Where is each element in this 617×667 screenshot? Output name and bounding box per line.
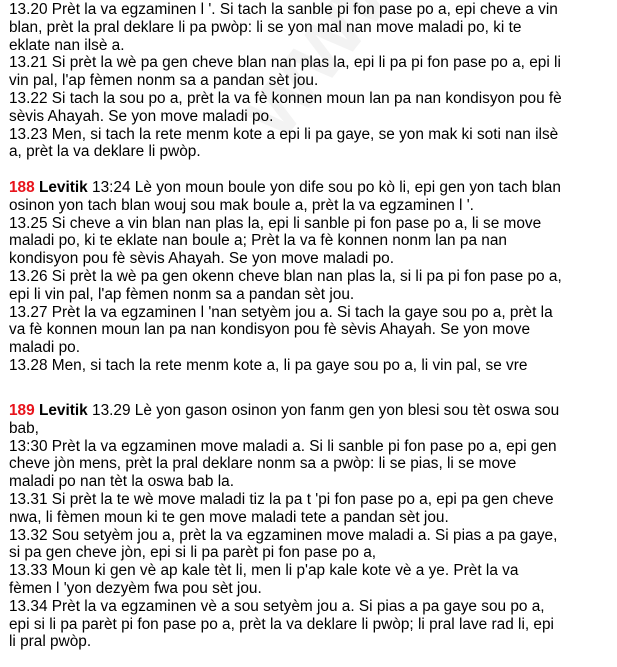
text-line-content: 13:30 Prèt la va egzaminen move maladi a. Si li sanble pi fon pase po a, epi gen xyxy=(9,437,557,455)
text-line xyxy=(9,268,609,286)
text-line xyxy=(9,491,609,509)
text-line xyxy=(9,54,609,72)
text-line xyxy=(9,420,609,438)
text-line xyxy=(9,143,609,161)
text-line xyxy=(9,108,609,126)
text-line xyxy=(9,126,609,144)
text-line xyxy=(9,598,609,616)
text-line-content: sèvis Ahayah. Se yon move maladi po. xyxy=(9,107,274,125)
text-line-content: osinon yon tach blan wouj sou mak boule a, prèt la va egzaminen l '. xyxy=(9,196,474,214)
text-line xyxy=(9,527,609,545)
text-line-content: 13.23 Men, si tach la rete menm kote a epi li pa gaye, se yon mak ki soti nan ilsè xyxy=(9,125,559,143)
text-line-content: 13.27 Prèt la va egzaminen l 'nan setyèm jou a. Si tach la gaye sou po a, prèt la xyxy=(9,303,553,321)
text-line-content: 13.22 Si tach la sou po a, prèt la va fè konnen moun lan pa nan kondisyon pou fè xyxy=(9,89,562,107)
text-line-content: 13.25 Si cheve a vin blan nan plas la, epi li sanble pi fon pase po a, li se move xyxy=(9,214,542,232)
book-name: Levitik xyxy=(38,402,88,419)
text-line-content: maladi po nan tèt la oswa bab la. xyxy=(9,473,235,491)
text-line xyxy=(9,562,609,580)
text-line xyxy=(9,1,609,19)
text-line xyxy=(9,215,609,233)
text-line xyxy=(9,19,609,37)
text-line xyxy=(9,402,609,420)
book-name: Levitik xyxy=(38,179,88,196)
text-line-content: maladi po, ki te eklate nan boule a; Prèt la va fè konnen nonm lan pa nan xyxy=(9,232,507,250)
text-line-content: epi si li pa parèt pi fon pase po a, prèt la va deklare li pwòp; li pral lave rad li, epi xyxy=(9,615,554,633)
text-line xyxy=(9,438,609,456)
text-line-content: epi li vin pal, l'ap fèmen nonm sa a pandan sèt jou. xyxy=(9,285,355,303)
text-line xyxy=(9,339,609,357)
text-line xyxy=(9,509,609,527)
verse-reference-number: 188 xyxy=(9,179,35,196)
text-line xyxy=(9,37,609,55)
text-block-189 xyxy=(9,402,609,651)
text-line-content: fèmen l 'yon dezyèm fwa pou sèt jou. xyxy=(9,579,262,597)
text-line xyxy=(9,72,609,90)
text-line-content: 13.33 Moun ki gen vè ap kale tèt li, men li p'ap kale kote vè a ye. Prèt la va xyxy=(9,562,519,580)
text-line xyxy=(9,286,609,304)
text-line-content: 13:24 Lè yon moun boule yon dife sou po kò li, epi gen yon tach blan xyxy=(87,179,561,196)
text-line-content: 13.21 Si prèt la wè pa gen cheve blan nan plas la, epi li pa pi fon pase po a, epi li xyxy=(9,54,561,72)
text-line-content: va fè konnen moun lan pa nan kondisyon pou fè sèvis Ahayah. Se yon move xyxy=(9,321,531,339)
text-line xyxy=(9,633,609,651)
text-line-content: 13.28 Men, si tach la rete menm kote a, li pa gaye sou po a, li vin pal, se vre xyxy=(9,356,528,374)
text-line-content: blan, prèt la pral deklare li pa pwòp: li se yon mal nan move maladi po, ki te xyxy=(9,18,522,36)
verse-reference-number: 189 xyxy=(9,402,35,419)
text-line xyxy=(9,197,609,215)
text-line xyxy=(9,250,609,268)
text-line-content: 13.32 Sou setyèm jou a, prèt la va egzaminen move maladi a. Si pias a pa gaye, xyxy=(9,526,558,544)
text-line-content: kondisyon pou fè sèvis Ahayah. Se yon move maladi po. xyxy=(9,250,394,268)
text-line-content: eklate nan ilsè a. xyxy=(9,36,125,54)
text-line-content: bab, xyxy=(9,419,39,437)
text-line-content: vin pal, l'ap fèmen nonm sa a pandan sèt jou. xyxy=(9,72,319,90)
text-line xyxy=(9,304,609,322)
text-line xyxy=(9,179,609,197)
text-line-content: 13.20 Prèt la va egzaminen l '. Si tach la sanble pi fon pase po a, epi cheve a vin xyxy=(9,1,558,18)
text-line xyxy=(9,232,609,250)
text-line-content: 13.29 Lè yon gason osinon yon fanm gen yon blesi sou tèt oswa sou xyxy=(87,402,560,419)
text-block-188 xyxy=(9,179,609,375)
text-line-content: 13.26 Si prèt la wè pa gen okenn cheve blan nan plas la, si li pa pi fon pase po a, xyxy=(9,267,562,285)
text-line-content: 13.31 Si prèt la te wè move maladi tiz la pa t 'pi fon pase po a, epi pa gen cheve xyxy=(9,490,554,508)
text-line xyxy=(9,321,609,339)
text-line-content: nwa, li fèmen moun ki te gen move maladi tete a pandan sèt jou. xyxy=(9,508,449,526)
text-block-13-20 xyxy=(9,1,609,161)
text-line-content: a, prèt la va deklare li pwòp. xyxy=(9,143,201,161)
text-line xyxy=(9,616,609,634)
text-line xyxy=(9,580,609,598)
text-line-content: si pa gen cheve jòn, epi si li pa parèt pi fon pase po a, xyxy=(9,544,377,562)
text-line-content: cheve jòn mens, prèt la pral deklare nonm sa a pwòp: li se pias, li se move xyxy=(9,455,517,473)
text-line-content: 13.34 Prèt la va egzaminen vè a sou setyèm jou a. Si pias a pa gaye sou po a, xyxy=(9,597,545,615)
text-line-content: maladi po. xyxy=(9,339,81,357)
text-line xyxy=(9,455,609,473)
text-line xyxy=(9,357,609,375)
text-line xyxy=(9,544,609,562)
text-line xyxy=(9,473,609,491)
text-line-content: li pral pwòp. xyxy=(9,633,92,651)
text-line xyxy=(9,90,609,108)
